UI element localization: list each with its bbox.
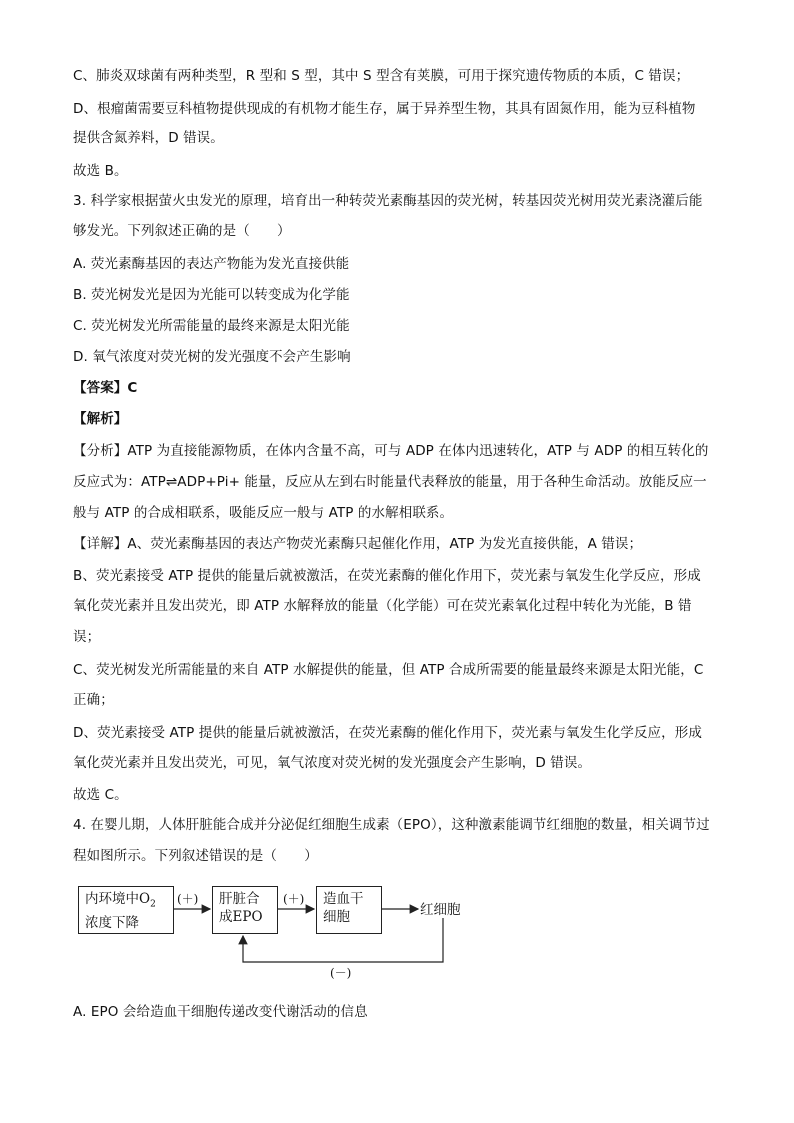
question-3-stem: 够发光。下列叙述正确的是（ ）: [73, 223, 291, 239]
detail-text: 【详解】A、荧光素酶基因的表达产物荧光素酶只起催化作用，ATP 为发光直接供能，A 错误；: [73, 536, 643, 552]
answer-label: 【答案】C: [73, 380, 138, 396]
detail-text: 氧化荧光素并且发出荧光，即 ATP 水解释放的能量（化学能）可在荧光素氧化过程中转化为光能，B 错: [73, 598, 692, 614]
text-line: D、根瘤菌需要豆科植物提供现成的有机物才能生存，属于异养型生物，其具有固氮作用，能为豆科植物: [73, 101, 696, 117]
option-a-q4: A. EPO 会给造血干细胞传递改变代谢活动的信息: [73, 1004, 368, 1020]
analysis-text: 般与 ATP 的合成相联系，吸能反应一般与 ATP 的水解相联系。: [73, 505, 454, 521]
detail-text: B、荧光素接受 ATP 提供的能量后就被激活，在荧光素酶的催化作用下，荧光素与氧发生化学反应，形成: [73, 568, 701, 584]
detail-text: 正确；: [73, 692, 114, 708]
text-line: 故选 B。: [73, 163, 128, 179]
plus-label-2: (＋): [283, 892, 305, 906]
red-blood-cell-label: 红细胞: [420, 902, 461, 918]
analysis-heading: 【解析】: [73, 411, 128, 427]
option-d: D. 氧气浓度对荧光树的发光强度不会产生影响: [73, 349, 351, 365]
minus-label: (－): [330, 966, 352, 980]
detail-text: 误；: [73, 629, 101, 645]
diagram-box-liver: [212, 886, 278, 934]
option-c: C. 荧光树发光所需能量的最终来源是太阳光能: [73, 318, 350, 334]
question-4-stem: 4. 在婴儿期，人体肝脏能合成并分泌促红细胞生成素（EPO），这种激素能调节红细胞的数量，相关调节过: [73, 817, 710, 833]
detail-text: 氧化荧光素并且发出荧光，可见，氧气浓度对荧光树的发光强度会产生影响，D 错误。: [73, 755, 592, 771]
text-line: 提供含氮养料，D 错误。: [73, 130, 224, 146]
diagram-box-stem-cell: [316, 886, 382, 934]
plus-label-1: (＋): [177, 892, 199, 906]
box-o2-line1: 内环境中$O_2$: [85, 891, 156, 910]
box-stem-line2: 细胞: [323, 909, 350, 925]
text-line: C、肺炎双球菌有两种类型，R 型和 S 型，其中 S 型含有荚膜，可用于探究遗传物质的本质，C 错误；: [73, 68, 690, 84]
box-liver-line1: 肝脏合: [219, 891, 260, 907]
box-liver-line2: 成EPO: [219, 909, 263, 925]
question-4-stem: 程如图所示。下列叙述错误的是（ ）: [73, 848, 318, 864]
box-stem-line1: 造血干: [323, 891, 364, 907]
option-a: A. 荧光素酶基因的表达产物能为发光直接供能: [73, 256, 350, 272]
box-o2-line2: 浓度下降: [85, 914, 139, 931]
analysis-text: 【分析】ATP 为直接能源物质，在体内含量不高，可与 ADP 在体内迅速转化，ATP 与 ADP 的相互转化的: [73, 443, 709, 459]
question-3-stem: 3. 科学家根据萤火虫发光的原理，培育出一种转荧光素酶基因的荧光树，转基因荧光树用荧光素浇灌后能: [73, 193, 703, 209]
conclusion-text: 故选 C。: [73, 787, 128, 803]
detail-text: C、荧光树发光所需能量的来自 ATP 水解提供的能量，但 ATP 合成所需要的能量最终来源是太阳光能，C: [73, 662, 704, 678]
detail-text: D、荧光素接受 ATP 提供的能量后就被激活，在荧光素酶的催化作用下，荧光素与氧发生化学反应，形成: [73, 725, 702, 741]
diagram-box-o2: [78, 886, 174, 934]
option-b: B. 荧光树发光是因为光能可以转变成为化学能: [73, 287, 350, 303]
analysis-text: 反应式为：ATP⇌ADP+Pi+ 能量，反应从左到右时能量代表释放的能量，用于各种生命活动。放能反应一: [73, 474, 707, 490]
